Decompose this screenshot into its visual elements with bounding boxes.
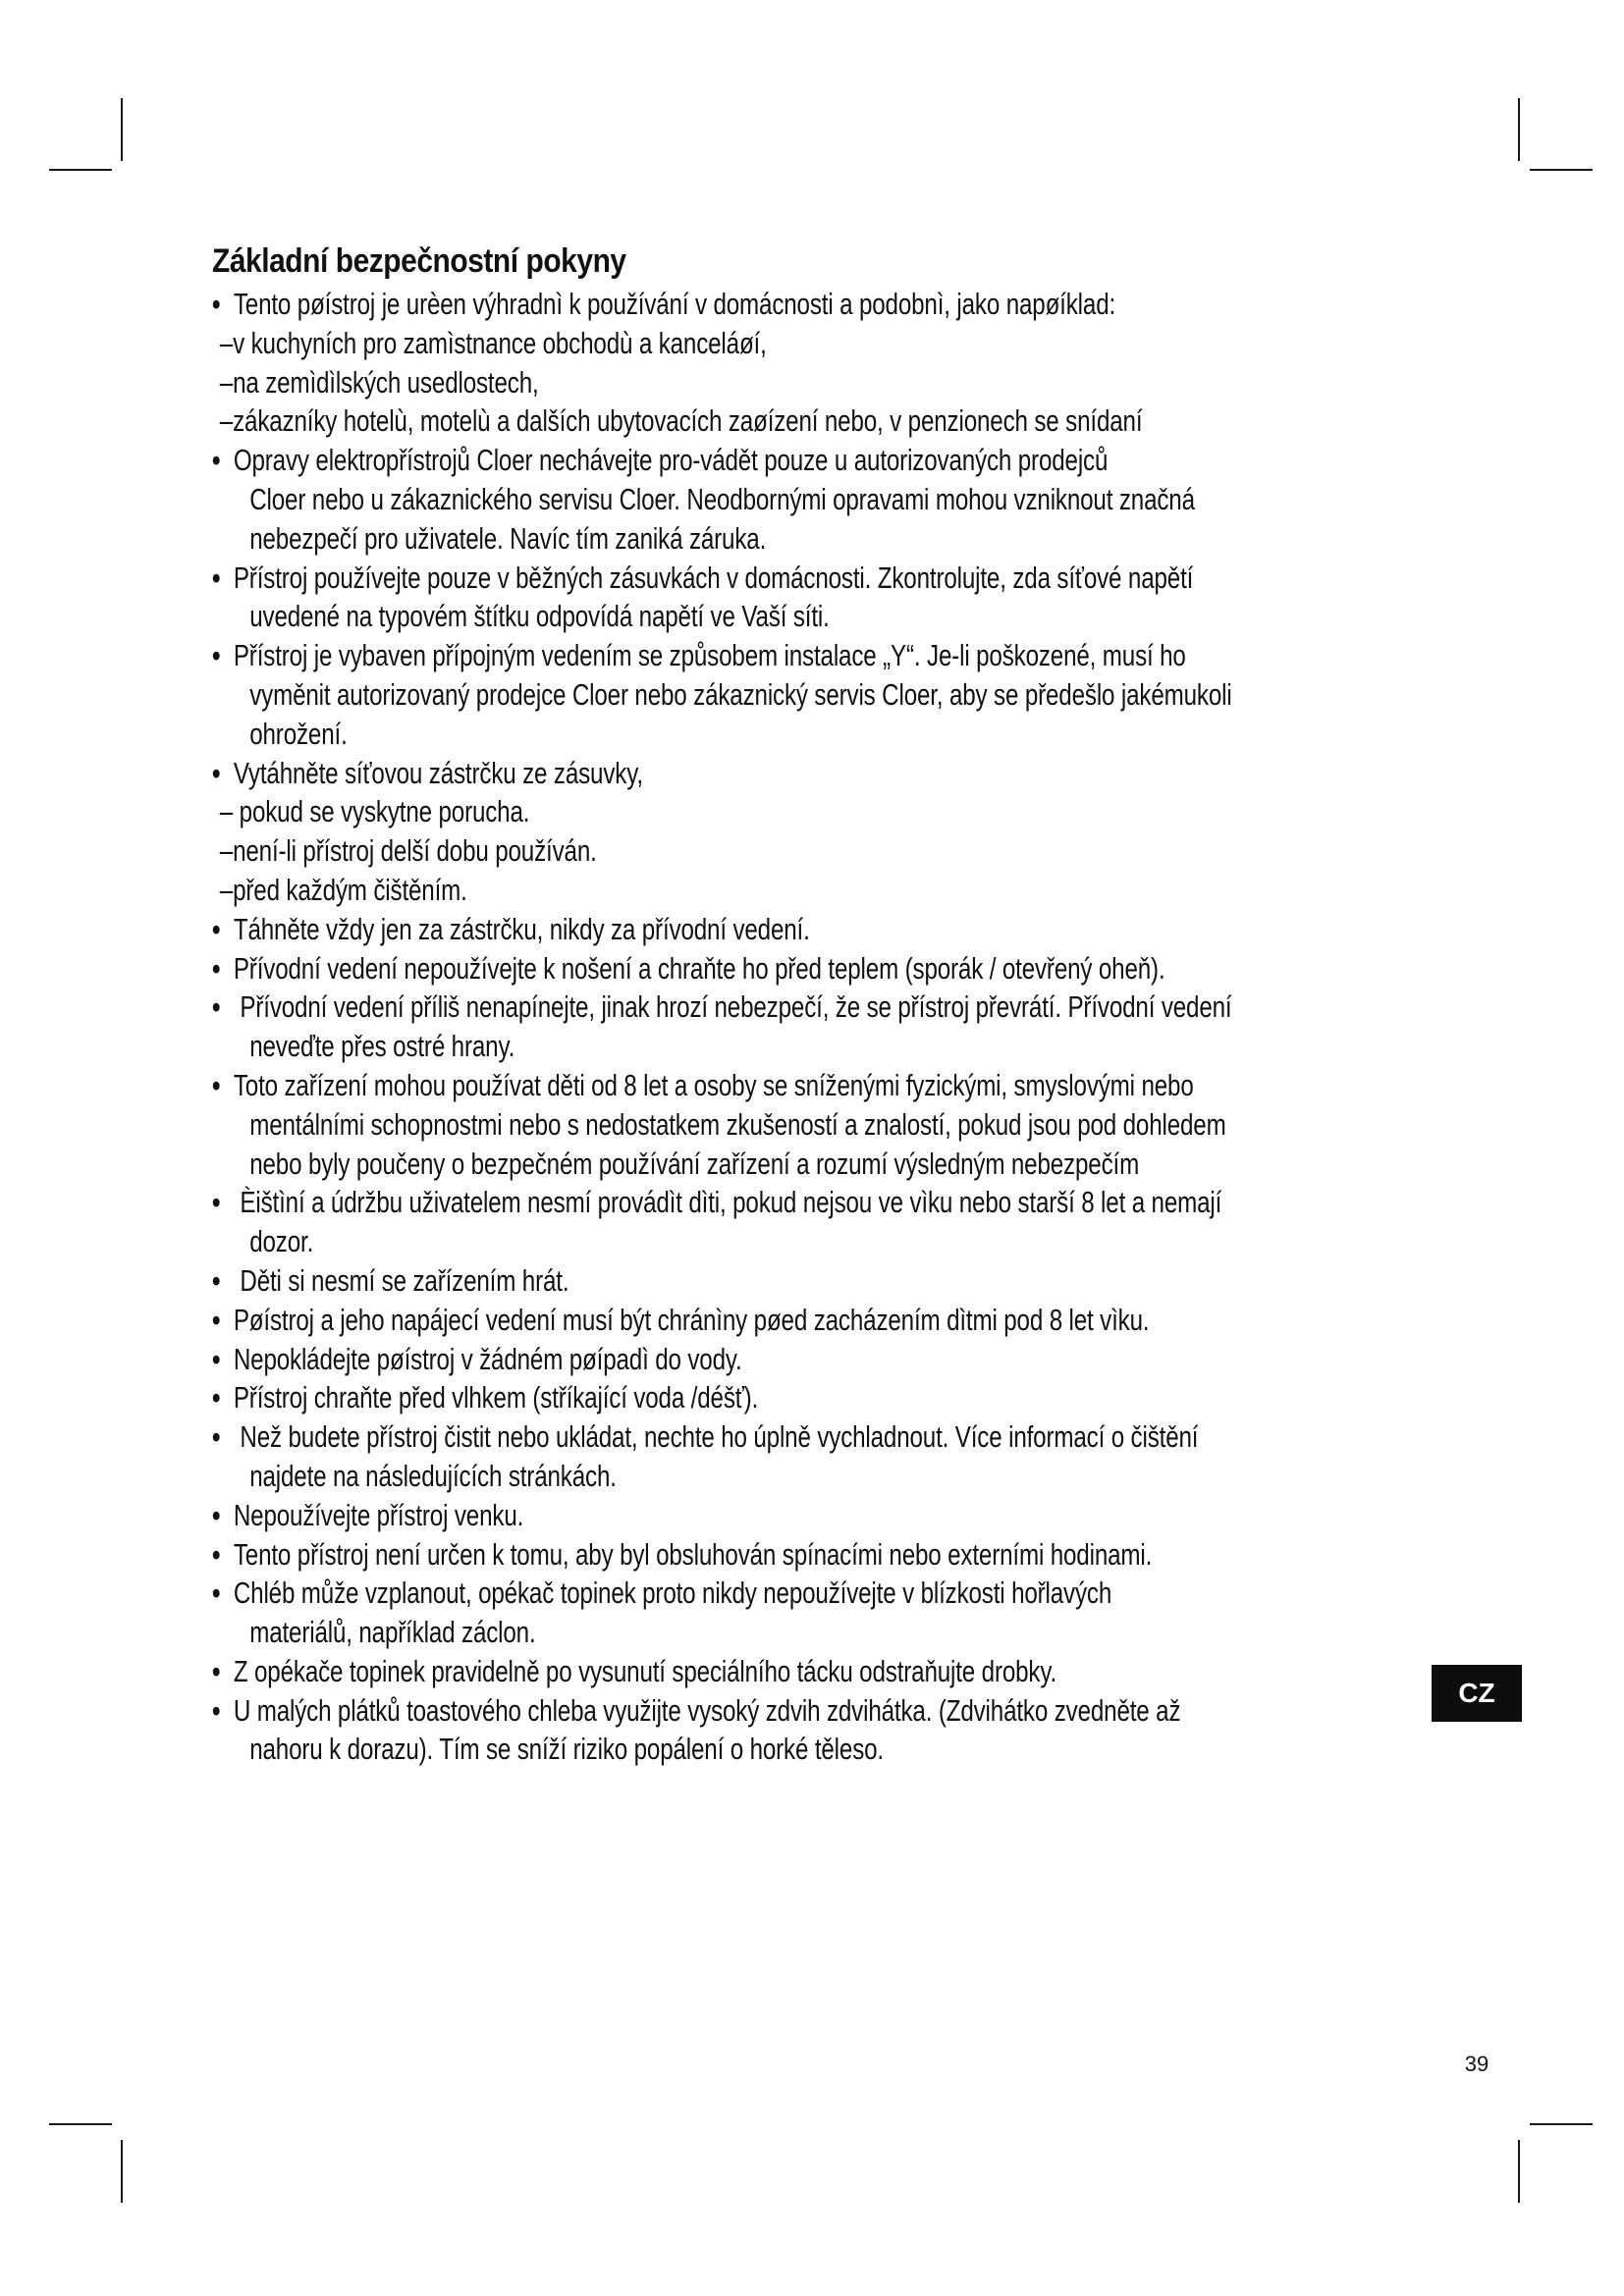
bullet-item [212, 949, 1169, 988]
document-body [212, 240, 1439, 1769]
bullet-marker: • [212, 989, 221, 1025]
line-text: neveďte přes ostré hrany. [249, 1029, 515, 1064]
bullet-item [212, 910, 1169, 949]
line-text: Tento pøístroj je urèen výhradnì k používání v domácnosti a podobnì, jako napøíklad: [233, 287, 1116, 321]
bullet-continuation [212, 1613, 1169, 1652]
line-text: vyměnit autorizovaný prodejce Cloer nebo zákaznický servis Cloer, aby se předešlo jakémukoli [249, 676, 1232, 712]
dash-subitem [212, 871, 1169, 910]
line-text: –zákazníky hotelù, motelù a dalších ubytovacích zaøízení nebo, v penzionech se snídaní [219, 403, 1143, 439]
line-text: –v kuchyních pro zamìstnance obchodù a kanceláøí, [219, 325, 767, 360]
line-text: –na zemìdìlských usedlostech, [219, 364, 539, 400]
line-text: nahoru k dorazu). Tím se sníží riziko popálení o horké těleso. [249, 1732, 884, 1767]
line-text: Přístroj chraňte před vlhkem (stříkající voda /déšť). [233, 1380, 759, 1415]
bullet-continuation [212, 1145, 1169, 1184]
bullet-item [212, 1340, 1169, 1379]
bullet-marker: • [212, 1653, 221, 1688]
line-text: nebo byly poučeny o bezpečném používání zařízení a rozumí výsledným nebezpečím [249, 1146, 1140, 1181]
bullet-item [212, 1261, 1169, 1301]
line-text: Toto zařízení mohou používat děti od 8 let a osoby se sníženými fyzickými, smyslovými nebo [233, 1067, 1194, 1102]
bullet-item [212, 1535, 1169, 1575]
line-text: Opravy elektropřístrojů Cloer nechávejte pro-vádět pouze u autorizovaných prodejců [233, 443, 1109, 478]
crop-mark-top-left-horizontal [49, 169, 112, 171]
crop-mark-top-right-vertical [1518, 98, 1520, 161]
line-text: Pøístroj a jeho napájecí vedení musí být chránìny pøed zacházením dìtmi pod 8 let vìku. [233, 1302, 1150, 1337]
line-text: Přívodní vedení příliš nenapínejte, jinak hrozí nebezpečí, že se přístroj převrátí. Přívodní vedení [233, 989, 1232, 1025]
bullet-marker: • [212, 1692, 221, 1728]
line-text: Nepokládejte pøístroj v žádném pøípadì do vody. [233, 1341, 742, 1376]
crop-mark-bottom-left-vertical [121, 2140, 123, 2203]
bullet-marker: • [212, 911, 221, 946]
bullet-item [212, 988, 1232, 1027]
line-text: Děti si nesmí se zařízením hrát. [233, 1262, 569, 1298]
line-text: Nepoužívejte přístroj venku. [233, 1497, 524, 1532]
bullet-marker: • [212, 1185, 221, 1220]
line-text: ohrožení. [249, 716, 348, 751]
crop-mark-top-right-horizontal [1530, 169, 1593, 171]
bullet-item [212, 1691, 1181, 1731]
line-text: najdete na následujících stránkách. [249, 1458, 617, 1493]
bullet-item [212, 1496, 1169, 1535]
bullet-marker: • [212, 1497, 221, 1532]
line-text: Èištìní a údržbu uživatelem nesmí provádìt dìti, pokud nejsou ve vìku nebo starší 8 let a nemají [233, 1185, 1222, 1220]
bullet-continuation [212, 1222, 1169, 1261]
line-text: dozor. [249, 1224, 314, 1259]
bullet-marker: • [212, 1536, 221, 1572]
crop-mark-bottom-right-vertical [1518, 2140, 1520, 2203]
line-text: U malých plátků toastového chleba využijte vysoký zdvih zdvihátka. (Zdvihátko zvedněte až [233, 1692, 1181, 1728]
line-text: Tento přístroj není určen k tomu, aby byl obsluhován spínacími nebo externími hodinami. [233, 1536, 1153, 1572]
bullet-marker: • [212, 287, 221, 321]
bullet-item [212, 754, 1169, 793]
language-tab-cz: CZ [1432, 1665, 1522, 1722]
line-text: nebezpečí pro uživatele. Navíc tím zaniká záruka. [249, 520, 767, 556]
line-text: –není-li přístroj delší dobu používán. [219, 833, 597, 869]
bullet-item [212, 1066, 1194, 1105]
dash-subitem [212, 831, 1169, 871]
bullet-item [212, 1183, 1222, 1222]
page-number: 39 [1464, 2052, 1489, 2076]
bullet-marker: • [212, 755, 221, 790]
bullet-marker: • [212, 443, 221, 478]
crop-mark-top-left-vertical [121, 98, 123, 161]
bullet-continuation [212, 480, 1195, 519]
dash-subitem [212, 363, 1169, 402]
line-text: Chléb může vzplanout, opékač topinek proto nikdy nepoužívejte v blízkosti hořlavých [233, 1575, 1112, 1611]
line-text: Přístroj používejte pouze v běžných zásuvkách v domácnosti. Zkontrolujte, zda síťové napětí [233, 560, 1194, 595]
section-heading: Základní bezpečnostní pokyny [212, 242, 626, 280]
line-text: – pokud se vyskytne porucha. [219, 794, 530, 829]
bullet-item [212, 1574, 1169, 1613]
bullet-marker: • [212, 1341, 221, 1376]
bullet-item [212, 559, 1194, 598]
bullet-marker: • [212, 1302, 221, 1337]
bullet-continuation [212, 1730, 1169, 1769]
bullet-item [212, 285, 1169, 324]
bullet-marker: • [212, 1575, 221, 1611]
bullet-continuation [212, 715, 1169, 754]
bullet-continuation [212, 1105, 1226, 1145]
line-text: –před každým čištěním. [219, 872, 467, 907]
instruction-list [212, 285, 1439, 1769]
bullet-marker: • [212, 1262, 221, 1298]
bullet-continuation [212, 519, 1169, 559]
dash-subitem [212, 792, 1169, 831]
line-text: Přívodní vedení nepoužívejte k nošení a chraňte ho před teplem (sporák / otevřený oheň). [233, 950, 1165, 986]
line-text: Vytáhněte síťovou zástrčku ze zásuvky, [233, 755, 643, 790]
dash-subitem [212, 324, 1169, 363]
bullet-marker: • [212, 1419, 221, 1455]
bullet-marker: • [212, 560, 221, 595]
dash-subitem [212, 401, 1169, 441]
line-text: Přístroj je vybaven přípojným vedením se způsobem instalace „Y“. Je-li poškozené, musí ho [233, 638, 1186, 673]
line-text: Z opékače topinek pravidelně po vysunutí speciálního tácku odstraňujte drobky. [233, 1653, 1057, 1688]
bullet-marker: • [212, 638, 221, 673]
bullet-item [212, 1652, 1169, 1691]
line-text: Než budete přístroj čistit nebo ukládat, nechte ho úplně vychladnout. Více informací o čištění [233, 1419, 1199, 1455]
bullet-continuation [212, 597, 1169, 636]
bullet-continuation [212, 675, 1232, 715]
bullet-continuation [212, 1457, 1169, 1496]
line-text: uvedené na typovém štítku odpovídá napětí ve Vaší síti. [249, 599, 830, 634]
line-text: materiálů, například záclon. [249, 1615, 536, 1650]
bullet-item [212, 636, 1186, 675]
bullet-marker: • [212, 1067, 221, 1102]
bullet-item [212, 1417, 1199, 1457]
line-text: Táhněte vždy jen za zástrčku, nikdy za přívodní vedení. [233, 911, 810, 946]
line-text: mentálními schopnostmi nebo s nedostatkem zkušeností a znalostí, pokud jsou pod dohledem [249, 1106, 1226, 1142]
crop-mark-bottom-right-horizontal [1530, 2123, 1593, 2125]
crop-mark-bottom-left-horizontal [49, 2123, 112, 2125]
bullet-item [212, 441, 1169, 480]
bullet-continuation [212, 1027, 1169, 1066]
bullet-marker: • [212, 1380, 221, 1415]
line-text: Cloer nebo u zákaznického servisu Cloer. Neodbornými opravami mohou vzniknout značná [249, 481, 1195, 516]
bullet-marker: • [212, 950, 221, 986]
bullet-item [212, 1301, 1169, 1340]
bullet-item [212, 1378, 1169, 1417]
